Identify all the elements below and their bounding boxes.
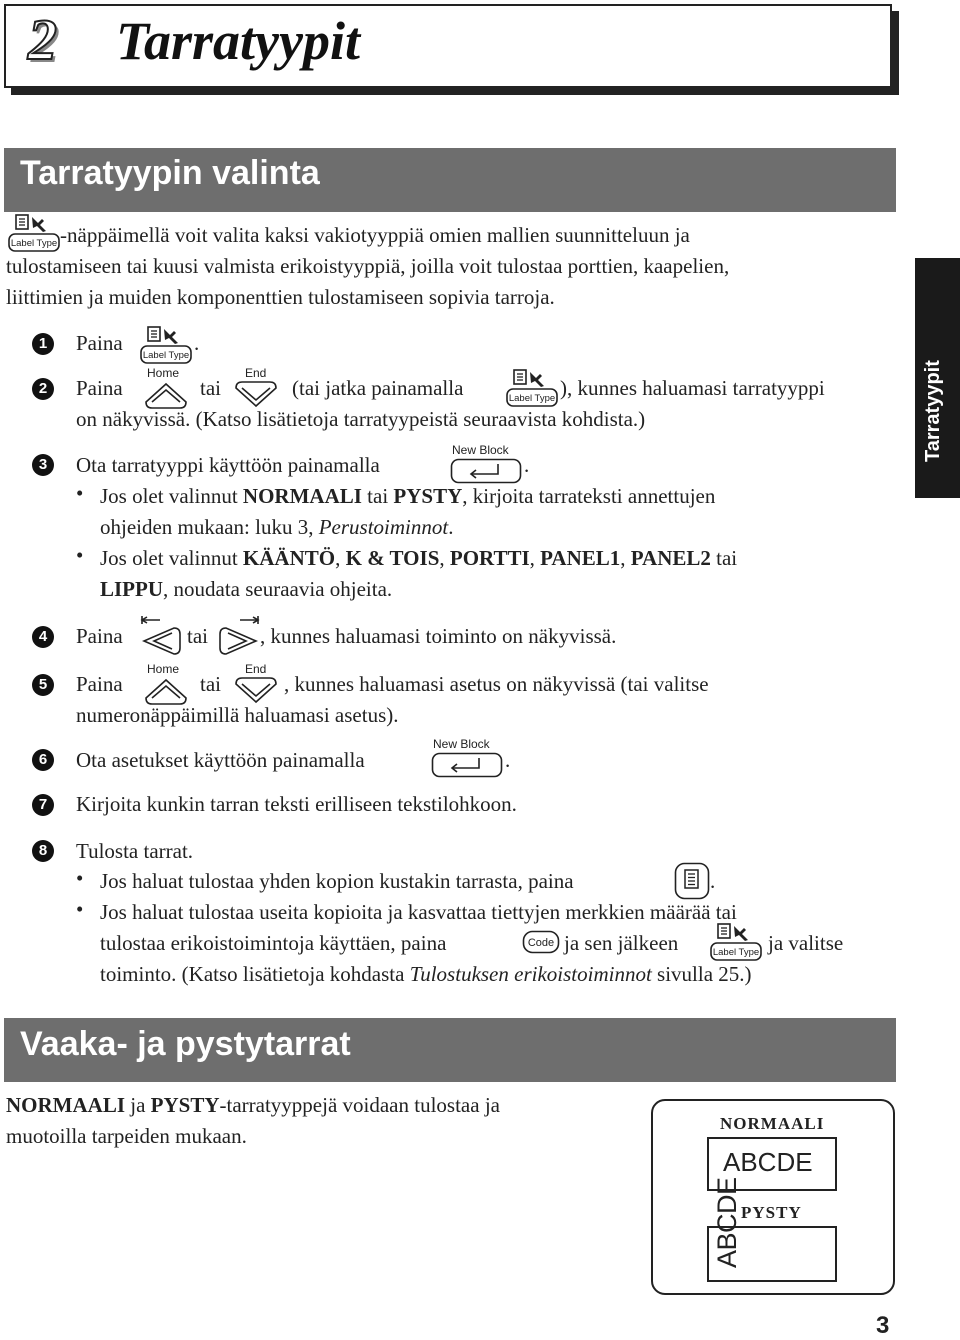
step-8-bullet-1-period: . xyxy=(710,869,716,893)
step-4-tai: tai xyxy=(187,624,208,648)
step-number-6: 6 xyxy=(32,749,54,771)
svg-text:Label Type: Label Type xyxy=(10,238,58,249)
intro-line-1: -näppäimellä voit valita kaksi vakiotyyppiä omien mallien suunnitteluun ja xyxy=(60,223,690,247)
bullet-dot: • xyxy=(76,897,84,921)
svg-text:Label Type: Label Type xyxy=(508,393,556,404)
section-2-line-1: NORMAALI ja PYSTY-tarratyyppejä voidaan tulostaa ja xyxy=(6,1093,500,1117)
step-number-3: 3 xyxy=(32,454,54,476)
step-5-paina: Paina xyxy=(76,672,123,696)
step-8-bullet-2-line-1: Jos haluat tulostaa useita kopioita ja kasvattaa tiettyjen merkkien määrää tai xyxy=(100,900,737,924)
step-4-text: , kunnes haluamasi toiminto on näkyvissä. xyxy=(260,624,617,648)
step-2-paina: Paina xyxy=(76,376,123,400)
sample-normal-text: ABCDE xyxy=(723,1147,813,1177)
step-8-text: Tulosta tarrat. xyxy=(76,839,194,863)
step-2-text-a: (tai jatka painamalla xyxy=(292,376,464,400)
step-7-text: Kirjoita kunkin tarran teksti erilliseen tekstilohkoon. xyxy=(76,792,517,816)
end-key-caption: End xyxy=(245,662,267,676)
label-type-key-icon xyxy=(140,326,192,369)
step-2-tai: tai xyxy=(200,376,221,400)
step-2-text-b: ), kunnes haluamasi tarratyyppi xyxy=(560,376,825,400)
end-key-caption: End xyxy=(245,366,267,380)
intro-line-3: liittimien ja muiden komponenttien tulostamiseen sopivia tarroja. xyxy=(6,285,555,309)
step-number-7: 7 xyxy=(32,794,54,816)
step-1-period: . xyxy=(194,331,200,355)
section-title-label-type: Tarratyypin valinta xyxy=(20,154,320,192)
step-8-bullet-1: Jos haluat tulostaa yhden kopion kustakin tarrasta, paina xyxy=(100,869,574,893)
step-3-text: Ota tarratyyppi käyttöön painamalla xyxy=(76,453,380,477)
home-key-caption: Home xyxy=(147,366,180,380)
section-2-line-2: muotoilla tarpeiden mukaan. xyxy=(6,1124,247,1148)
step-5-text: , kunnes haluamasi asetus on näkyvissä (tai valitse xyxy=(284,672,709,696)
step-3-bullet-2-line-2: LIPPU, noudata seuraavia ohjeita. xyxy=(100,577,393,601)
intro-line-2: tulostamiseen tai kuusi valmista erikoistyyppiä, joilla voit tulostaa porttien, kaapelien, xyxy=(6,254,730,278)
step-number-2: 2 xyxy=(32,378,54,400)
step-8-bullet-2-line-2b: ja sen jälkeen xyxy=(564,931,679,955)
chapter-title: Tarratyypit xyxy=(116,11,361,71)
step-2-line-2: on näkyvissä. (Katso lisätietoja tarratyypeistä seuraavista kohdista.) xyxy=(76,407,646,431)
svg-text:Label Type: Label Type xyxy=(142,350,190,361)
new-block-key-caption: New Block xyxy=(452,443,509,457)
step-3-bullet-1-line-2: ohjeiden mukaan: luku 3, Perustoiminnot. xyxy=(100,515,454,539)
sample-vertical-caption: PYSTY xyxy=(741,1203,802,1222)
step-8-bullet-2-line-2a: tulostaa erikoistoimintoja käyttäen, paina xyxy=(100,931,447,955)
home-key-caption: Home xyxy=(147,662,180,676)
step-3-period: . xyxy=(524,453,530,477)
sample-normal-caption: NORMAALI xyxy=(720,1114,825,1133)
svg-text:Label Type: Label Type xyxy=(712,947,760,958)
svg-text:Code: Code xyxy=(527,937,555,949)
step-4-paina: Paina xyxy=(76,624,123,648)
code-key-icon xyxy=(522,930,560,959)
chapter-number: 2 xyxy=(28,7,57,72)
step-6-period: . xyxy=(505,748,511,772)
section-title-orientation: Vaaka- ja pystytarrat xyxy=(20,1025,351,1063)
step-number-1: 1 xyxy=(32,333,54,355)
sample-vertical-text: ABCDE xyxy=(712,1177,742,1268)
new-block-key-caption: New Block xyxy=(433,737,490,751)
step-3-bullet-1-line-1: Jos olet valinnut NORMAALI tai PYSTY, kirjoita tarrateksti annettujen xyxy=(100,484,716,508)
side-tab-label: Tarratyypit xyxy=(922,360,944,462)
step-number-8: 8 xyxy=(32,840,54,862)
step-5-line-2: numeronäppäimillä haluamasi asetus). xyxy=(76,703,399,727)
bullet-dot: • xyxy=(76,481,84,505)
step-3-bullet-2-line-1: Jos olet valinnut KÄÄNTÖ, K & TOIS, PORTTI, PANEL1, PANEL2 tai xyxy=(100,546,738,570)
step-8-bullet-2-line-3: toiminto. (Katso lisätietoja kohdasta Tulostuksen erikoistoiminnot sivulla 25.) xyxy=(100,962,752,986)
step-8-bullet-2-line-2c: ja valitse xyxy=(768,931,844,955)
right-key-icon xyxy=(218,614,262,661)
enter-key-icon xyxy=(431,752,503,783)
step-6-text: Ota asetukset käyttöön painamalla xyxy=(76,748,365,772)
step-number-4: 4 xyxy=(32,626,54,648)
step-1-text: Paina xyxy=(76,331,123,355)
page-number: 3 xyxy=(876,1312,890,1339)
bullet-dot: • xyxy=(76,866,84,890)
bullet-dot: • xyxy=(76,543,84,567)
left-key-icon xyxy=(138,614,182,661)
step-number-5: 5 xyxy=(32,674,54,696)
step-5-tai: tai xyxy=(200,672,221,696)
